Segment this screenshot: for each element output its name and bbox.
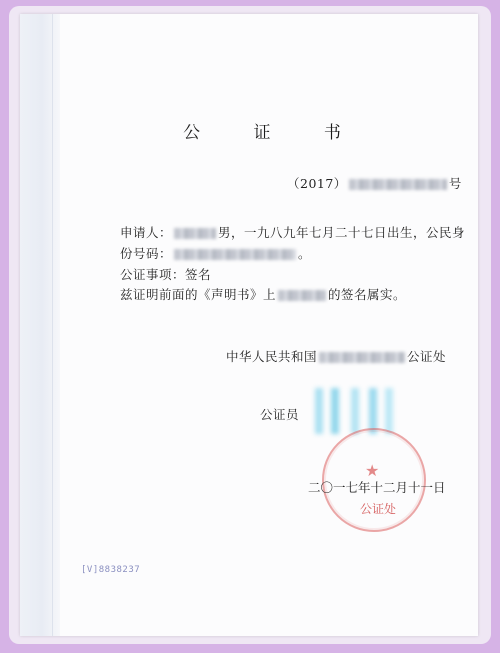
- binding-fold-line: [52, 14, 53, 636]
- redacted-id-number: [174, 249, 296, 260]
- id-label: 份号码：: [120, 246, 173, 261]
- redacted-office-name: [319, 352, 405, 363]
- document-title: 公 证 书: [183, 123, 365, 143]
- number-suffix: 号: [448, 176, 462, 191]
- redacted-signer-name: [278, 290, 326, 301]
- seal-star-icon: ★: [365, 461, 380, 480]
- document-date: 二〇一七年十二月十一日: [308, 480, 446, 495]
- serial-number: [V]8838237: [81, 565, 141, 575]
- applicant-label: 申请人：: [120, 225, 173, 240]
- matter-line: 公证事项：签名: [120, 267, 212, 282]
- redacted-notary-signature: [315, 388, 401, 434]
- notary-label: 公证员: [260, 407, 300, 422]
- id-number-line: [120, 244, 311, 262]
- notary-office-line: [226, 347, 446, 365]
- seal-text: 公证处: [359, 502, 396, 516]
- applicant-details: 男，一九八九年七月二十七日出生，公民身: [218, 225, 466, 240]
- office-suffix: 公证处: [407, 349, 447, 364]
- document-paper: [20, 14, 478, 636]
- binding-strip: [20, 14, 60, 636]
- statement-suffix: 的签名属实。: [328, 287, 407, 302]
- statement-prefix: 兹证明前面的《声明书》上: [120, 287, 277, 302]
- office-prefix: 中华人民共和国: [226, 349, 318, 364]
- applicant-line: [120, 223, 465, 241]
- redacted-number: [349, 179, 447, 190]
- document-number: [287, 174, 462, 192]
- id-suffix: 。: [298, 246, 312, 261]
- redacted-applicant-name: [174, 228, 216, 239]
- number-prefix: （2017）: [287, 176, 347, 191]
- statement-line: [120, 285, 406, 303]
